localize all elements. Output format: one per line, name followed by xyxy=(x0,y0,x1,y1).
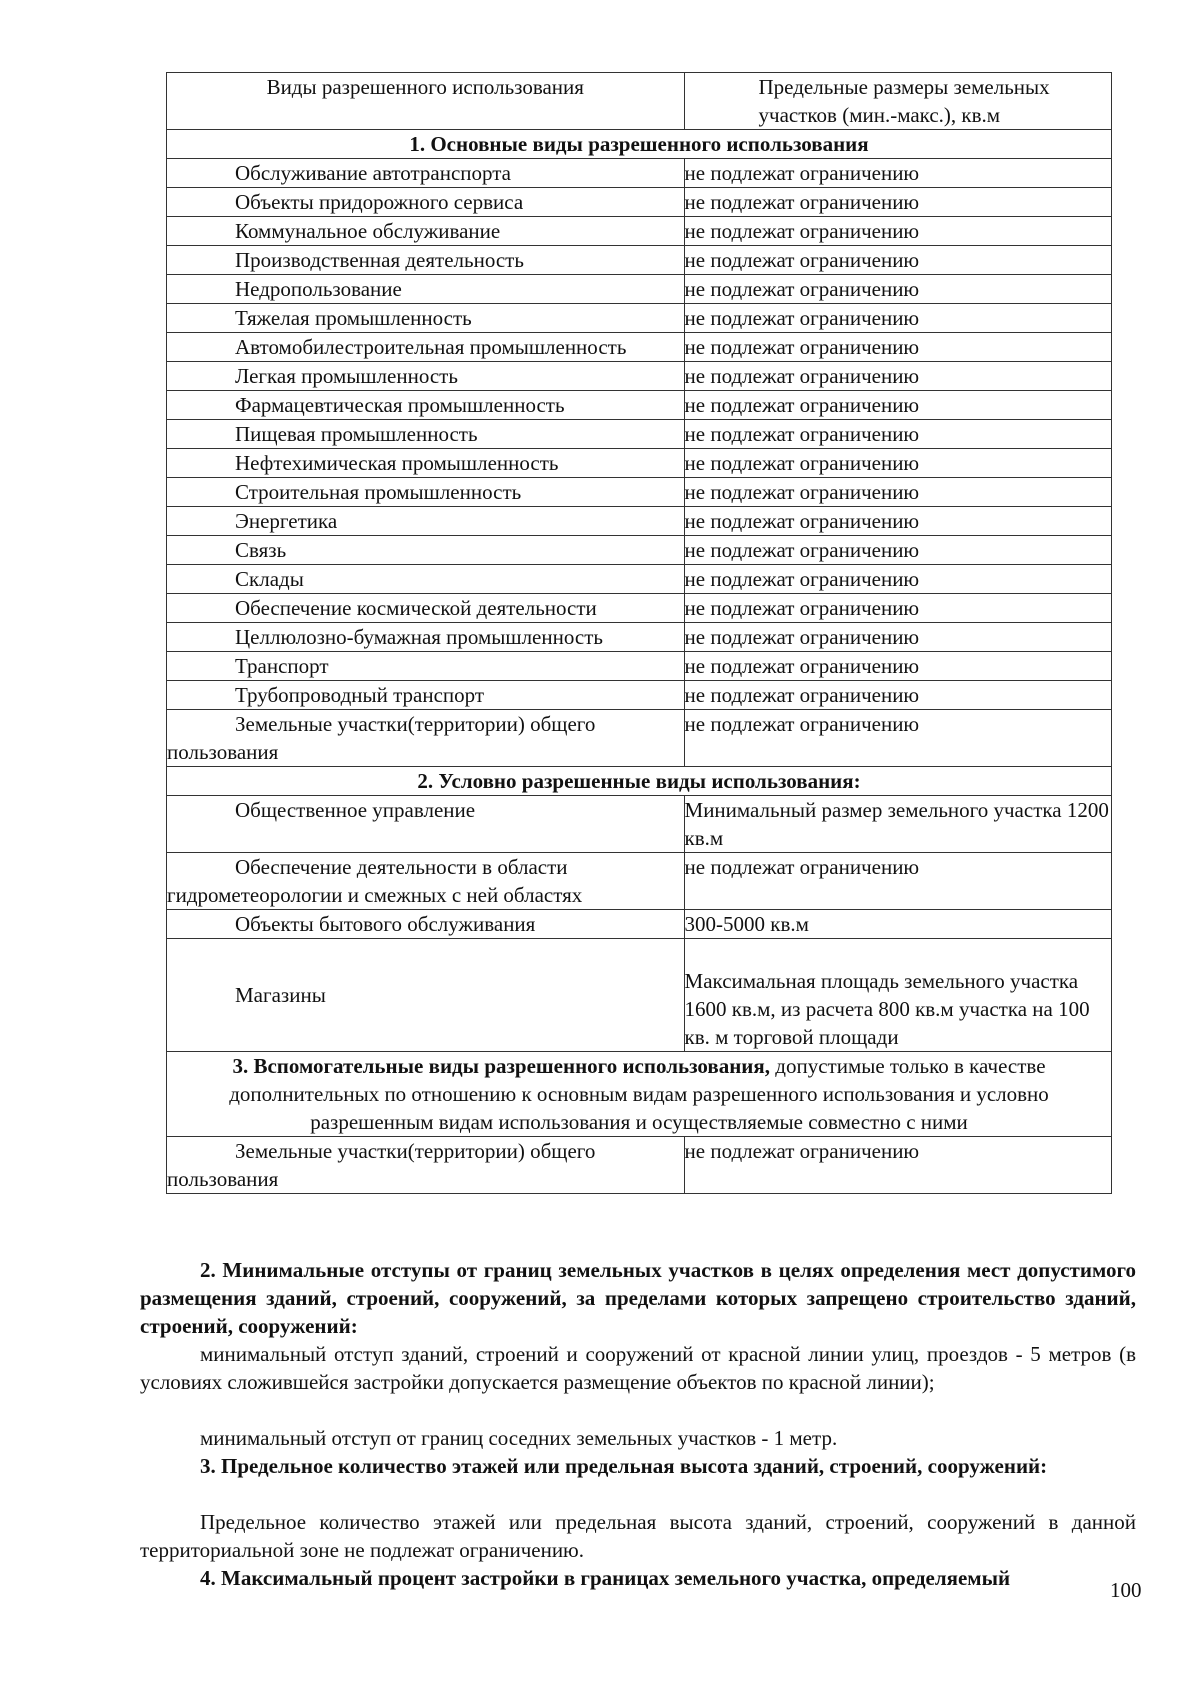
row-value: не подлежат ограничению xyxy=(684,681,1111,710)
row-name: Обеспечение деятельности в области гидрометеорологии и смежных с ней областях xyxy=(167,853,685,910)
row-name: Фармацевтическая промышленность xyxy=(167,391,685,420)
row-value: не подлежат ограничению xyxy=(684,449,1111,478)
row-value: не подлежат ограничению xyxy=(684,507,1111,536)
row-name: Целлюлозно-бумажная промышленность xyxy=(167,623,685,652)
table-row xyxy=(167,910,1112,939)
table-row xyxy=(167,246,1112,275)
row-value: не подлежат ограничению xyxy=(684,159,1111,188)
row-name: Склады xyxy=(167,565,685,594)
table-row xyxy=(167,594,1112,623)
row-name: Транспорт xyxy=(167,652,685,681)
row-name: Трубопроводный транспорт xyxy=(167,681,685,710)
row-value: не подлежат ограничению xyxy=(684,536,1111,565)
section3-title-rest: допустимые только в качестве дополнительных по отношению к основным видам разрешенного использования и условно разрешенным видам использования и осуществляемые совместно с ними xyxy=(229,1054,1049,1134)
section3-title-row xyxy=(167,1052,1112,1137)
row-value: не подлежат ограничению xyxy=(684,565,1111,594)
row-name: Автомобилестроительная промышленность xyxy=(167,333,685,362)
row-value: не подлежат ограничению xyxy=(684,420,1111,449)
section1-body xyxy=(167,159,1112,767)
row-name: Земельные участки(территории) общего пользования xyxy=(167,710,685,767)
row-value: 300-5000 кв.м xyxy=(684,910,1111,939)
row-name: Легкая промышленность xyxy=(167,362,685,391)
row-name: Земельные участки(территории) общего пользования xyxy=(167,1137,685,1194)
table-row xyxy=(167,333,1112,362)
row-name: Тяжелая промышленность xyxy=(167,304,685,333)
row-name: Обслуживание автотранспорта xyxy=(167,159,685,188)
para2-text2: минимальный отступ от границ соседних земельных участков - 1 метр. xyxy=(200,1426,838,1450)
land-use-table xyxy=(166,72,1112,1194)
row-value: не подлежат ограничению xyxy=(684,710,1111,767)
row-name: Коммунальное обслуживание xyxy=(167,217,685,246)
row-name: Объекты бытового обслуживания xyxy=(167,910,685,939)
row-name: Обеспечение космической деятельности xyxy=(167,594,685,623)
row-value: не подлежат ограничению xyxy=(684,304,1111,333)
header-col1: Виды разрешенного использования xyxy=(167,73,685,130)
table-row xyxy=(167,796,1112,853)
row-value: не подлежат ограничению xyxy=(684,652,1111,681)
table-row xyxy=(167,188,1112,217)
section2-title: 2. Условно разрешенные виды использования: xyxy=(167,767,1112,796)
section3-title-bold: 3. Вспомогательные виды разрешенного использования, xyxy=(232,1054,771,1078)
table-row xyxy=(167,478,1112,507)
row-name: Строительная промышленность xyxy=(167,478,685,507)
row-name: Общественное управление xyxy=(167,796,685,853)
table-row xyxy=(167,304,1112,333)
row-value: не подлежат ограничению xyxy=(684,275,1111,304)
row-value: не подлежат ограничению xyxy=(684,246,1111,275)
header-col2 xyxy=(684,73,1111,130)
row-value: не подлежат ограничению xyxy=(684,362,1111,391)
row-name: Магазины xyxy=(167,939,685,1052)
row-name: Недропользование xyxy=(167,275,685,304)
para3-text: Предельное количество этажей или предельная высота зданий, строений, сооружений в данной территориальной зоне не подлежат ограничению. xyxy=(140,1510,1136,1562)
table-row xyxy=(167,420,1112,449)
row-name: Пищевая промышленность xyxy=(167,420,685,449)
table-row xyxy=(167,1137,1112,1194)
table-row xyxy=(167,623,1112,652)
row-name: Нефтехимическая промышленность xyxy=(167,449,685,478)
row-name: Связь xyxy=(167,536,685,565)
table-row xyxy=(167,507,1112,536)
para4-title: 4. Максимальный процент застройки в границах земельного участка, определяемый xyxy=(200,1566,1011,1590)
row-value: не подлежат ограничению xyxy=(684,594,1111,623)
row-value: не подлежат ограничению xyxy=(684,391,1111,420)
table-row xyxy=(167,391,1112,420)
row-value: не подлежат ограничению xyxy=(684,217,1111,246)
table-row xyxy=(167,159,1112,188)
table-row xyxy=(167,681,1112,710)
table-row xyxy=(167,652,1112,681)
row-value: Максимальная площадь земельного участка 1600 кв.м, из расчета 800 кв.м участка на 100 кв. м торговой площади xyxy=(684,939,1111,1052)
section3-title xyxy=(167,1052,1112,1137)
table-row xyxy=(167,939,1112,1052)
section2-title-row xyxy=(167,767,1112,796)
para2-title: 2. Минимальные отступы от границ земельных участков в целях определения мест допустимого размещения зданий, строений, сооружений, за пределами которых запрещено строительство зданий, строений, сооружений: xyxy=(140,1258,1136,1338)
row-value: не подлежат ограничению xyxy=(684,1137,1111,1194)
row-name: Производственная деятельность xyxy=(167,246,685,275)
table-row xyxy=(167,710,1112,767)
table-row xyxy=(167,536,1112,565)
table-row xyxy=(167,449,1112,478)
row-value: не подлежат ограничению xyxy=(684,188,1111,217)
table-row xyxy=(167,217,1112,246)
row-value: не подлежат ограничению xyxy=(684,478,1111,507)
row-value: не подлежат ограничению xyxy=(684,333,1111,362)
row-value: не подлежат ограничению xyxy=(684,853,1111,910)
table-row xyxy=(167,565,1112,594)
row-value: не подлежат ограничению xyxy=(684,623,1111,652)
row-value: Минимальный размер земельного участка 1200 кв.м xyxy=(684,796,1111,853)
page-number: 100 xyxy=(1110,1578,1142,1602)
table-row xyxy=(167,275,1112,304)
table-row xyxy=(167,362,1112,391)
para3-title: 3. Предельное количество этажей или предельная высота зданий, строений, сооружений: xyxy=(200,1454,1048,1478)
section1-title: 1. Основные виды разрешенного использования xyxy=(167,130,1112,159)
row-name: Энергетика xyxy=(167,507,685,536)
header-col2-line2: участков (мин.-макс.), кв.м xyxy=(758,103,1001,127)
para2-text1: минимальный отступ зданий, строений и сооружений от красной линии улиц, проездов - 5 метров (в условиях сложившейся застройки допускается размещение объектов по красной линии); xyxy=(140,1342,1136,1394)
section1-title-row xyxy=(167,130,1112,159)
header-col2-line1: Предельные размеры земельных xyxy=(758,75,1050,99)
table-row xyxy=(167,853,1112,910)
row-name: Объекты придорожного сервиса xyxy=(167,188,685,217)
table-header-row xyxy=(167,73,1112,130)
